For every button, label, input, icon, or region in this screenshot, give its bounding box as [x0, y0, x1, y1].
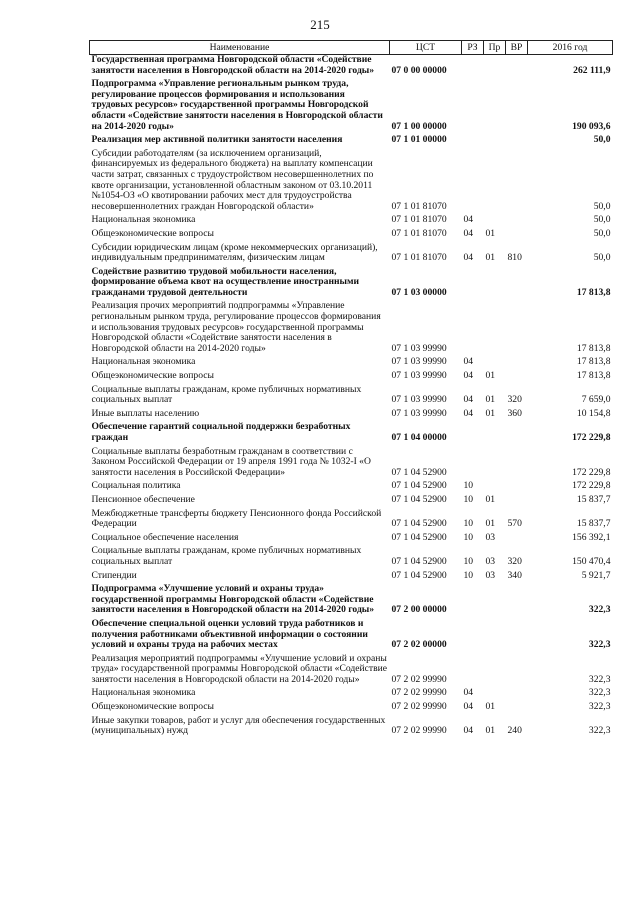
header-name: Наименование: [90, 41, 390, 55]
cell-sum: 17 813,8: [576, 342, 611, 354]
table-row: [90, 382, 613, 406]
cell-pr: 01: [485, 701, 496, 713]
cell-rz: [462, 298, 484, 354]
cell-pr: 03: [485, 531, 496, 543]
cell-pr: 01: [485, 252, 496, 264]
cell-name: Общеэкономические вопросы: [91, 370, 214, 382]
cell-vr: [506, 132, 528, 146]
cell-cst: 07 1 04 52900: [391, 569, 447, 581]
cell-cst: 07 1 04 52900: [391, 493, 447, 505]
cell-sum: 172 229,8: [572, 432, 611, 443]
cell-name: Общеэкономические вопросы: [91, 701, 214, 713]
cell-name: Подпрограмма «Улучшение условий и охраны труда» государственной программы Новгородской области «Содействие занятости населения в Новгородской области на 2014-2020 годы»: [91, 583, 375, 616]
cell-pr: [484, 55, 506, 77]
table-row: [90, 478, 613, 492]
cell-cst: 07 1 04 52900: [391, 518, 447, 530]
cell-sum: 17 813,8: [576, 370, 611, 382]
cell-cst: 07 1 04 52900: [391, 466, 447, 478]
table-row: [90, 55, 613, 77]
cell-vr: [506, 146, 528, 213]
header-rz: РЗ: [462, 41, 484, 55]
cell-cst: 07 1 03 99990: [391, 407, 447, 419]
cell-rz: [462, 264, 484, 299]
cell-cst: 07 1 04 52900: [391, 480, 447, 492]
cell-pr: [484, 354, 506, 368]
cell-cst: 07 2 02 99990: [391, 687, 447, 699]
cell-rz: 04: [463, 252, 474, 264]
cell-name: Подпрограмма «Управление региональным рынком труда, регулирование процессов формирования и использования трудовых ресурсов» государственной программы Новгородской области «Содействие занятости населения в Новгородской области на 2014-2020 годы»: [91, 78, 383, 132]
cell-vr: [506, 298, 528, 354]
cell-cst: 07 0 00 00000: [391, 64, 447, 76]
table-row: [90, 581, 613, 616]
cell-cst: 07 2 02 99990: [391, 673, 447, 685]
cell-pr: [484, 685, 506, 699]
cell-pr: 01: [485, 725, 496, 737]
cell-vr: [506, 76, 528, 132]
cell-vr: 360: [507, 407, 522, 419]
table-header-row: [90, 41, 613, 55]
cell-cst: 07 1 03 99990: [391, 342, 447, 354]
cell-rz: [462, 616, 484, 651]
cell-rz: 10: [463, 480, 474, 492]
cell-pr: 03: [485, 555, 496, 567]
cell-pr: 01: [485, 227, 496, 239]
cell-rz: 04: [463, 407, 474, 419]
cell-cst: 07 1 01 81070: [391, 252, 447, 264]
cell-vr: [506, 530, 528, 544]
cell-rz: 04: [463, 356, 474, 368]
cell-name: Социальная политика: [91, 480, 181, 492]
cell-pr: [484, 651, 506, 686]
cell-rz: 04: [463, 701, 474, 713]
cell-sum: 50,0: [593, 200, 611, 212]
table-row: [90, 616, 613, 651]
table-row: [90, 699, 613, 713]
cell-sum: 322,3: [588, 687, 611, 699]
cell-cst: 07 1 01 81070: [391, 200, 447, 212]
cell-name: Реализация мероприятий подпрограммы «Улучшение условий и охраны труда» государственной программы Новгородской области «Содействие занятости населения в Новгородской области на 2014-2020 годы»: [91, 652, 388, 685]
cell-name: Пенсионное обеспечение: [91, 493, 195, 505]
table-row: [90, 132, 613, 146]
cell-pr: [484, 419, 506, 443]
cell-sum: 322,3: [588, 701, 611, 713]
cell-sum: 50,0: [593, 227, 611, 239]
cell-name: Обеспечение специальной оценки условий труда работников и получения работниками объективной информации о состоянии условий и охраны труда на рабочих местах: [91, 617, 368, 651]
cell-vr: 340: [507, 569, 522, 581]
cell-sum: 322,3: [588, 725, 611, 737]
table-row: [90, 226, 613, 240]
cell-rz: [462, 55, 484, 77]
cell-pr: [484, 212, 506, 226]
cell-rz: 04: [463, 687, 474, 699]
table-row: [90, 713, 613, 737]
cell-sum: 190 093,6: [572, 120, 611, 132]
cell-cst: 07 1 01 00000: [391, 134, 447, 146]
cell-pr: 01: [485, 394, 496, 406]
cell-name: Общеэкономические вопросы: [91, 227, 214, 239]
cell-rz: 10: [463, 493, 474, 505]
cell-name: Субсидии работодателям (за исключением организаций, финансируемых из федерального бюджета) на выплату компенсации части затрат, связанных с трудоустройством несовершеннолетних по квоте организации, установленной областным законом от 03.10.2011 №1054-ОЗ «О квотировании рабочих мест для трудоустройства несовершеннолетних граждан Новгородской области»: [91, 147, 374, 212]
cell-sum: 322,3: [588, 639, 611, 651]
cell-vr: 240: [507, 725, 522, 737]
cell-sum: 172 229,8: [572, 480, 611, 492]
header-vr: ВР: [506, 41, 528, 55]
cell-vr: [506, 478, 528, 492]
cell-rz: [462, 76, 484, 132]
cell-sum: 50,0: [593, 214, 611, 226]
cell-vr: [506, 651, 528, 686]
cell-sum: 7 659,0: [581, 394, 611, 406]
cell-name: Содействие развитию трудовой мобильности населения, формирование объема квот на осуществление иностранными гражданами трудовой деятельности: [91, 265, 360, 298]
cell-rz: 10: [463, 569, 474, 581]
cell-rz: 04: [463, 227, 474, 239]
cell-sum: 156 392,1: [572, 531, 611, 543]
cell-cst: 07 1 03 99990: [391, 356, 447, 368]
cell-sum: 5 921,7: [581, 569, 611, 581]
table-row: [90, 76, 613, 132]
cell-name: Иные закупки товаров, работ и услуг для обеспечения государственных (муниципальных) нужд: [91, 714, 386, 737]
table-row: [90, 406, 613, 420]
cell-name: Национальная экономика: [91, 687, 196, 699]
cell-pr: [484, 581, 506, 616]
cell-pr: [484, 146, 506, 213]
cell-vr: 570: [507, 518, 522, 530]
cell-vr: [506, 55, 528, 77]
cell-name: Стипендии: [91, 569, 137, 581]
cell-pr: [484, 298, 506, 354]
table-row: [90, 492, 613, 506]
cell-rz: 10: [463, 518, 474, 530]
cell-sum: 172 229,8: [572, 466, 611, 478]
cell-name: Обеспечение гарантий социальной поддержки безработных граждан: [91, 421, 351, 443]
cell-rz: [462, 444, 484, 479]
cell-vr: [506, 581, 528, 616]
cell-vr: 320: [507, 394, 522, 406]
table-row: [90, 506, 613, 530]
cell-rz: 10: [463, 555, 474, 567]
cell-rz: [462, 651, 484, 686]
table-row: [90, 264, 613, 299]
cell-name: Реализация прочих мероприятий подпрограммы «Управление региональным рынком труда, регулирование процессов формирования и использования трудовых ресурсов» государственной программы Новгородской области «Содействие занятости населения в Новгородской области на 2014-2020 годы»: [91, 300, 381, 354]
cell-sum: 17 813,8: [576, 286, 611, 298]
table-row: [90, 444, 613, 479]
cell-vr: [506, 212, 528, 226]
cell-cst: 07 1 04 52900: [391, 555, 447, 567]
cell-pr: 01: [485, 518, 496, 530]
table-row: [90, 651, 613, 686]
cell-pr: [484, 132, 506, 146]
cell-cst: 07 2 02 99990: [391, 725, 447, 737]
cell-vr: [506, 685, 528, 699]
cell-vr: [506, 226, 528, 240]
cell-name: Иные выплаты населению: [91, 407, 200, 419]
header-year: 2016 год: [528, 41, 613, 55]
cell-vr: 810: [507, 252, 522, 264]
cell-sum: 17 813,8: [576, 356, 611, 368]
cell-cst: 07 1 04 00000: [391, 432, 447, 443]
cell-name: Межбюджетные трансферты бюджету Пенсионного фонда Российской Федерации: [91, 507, 382, 530]
header-cst: ЦСТ: [390, 41, 462, 55]
table-row: [90, 298, 613, 354]
cell-pr: 01: [485, 407, 496, 419]
cell-sum: 10 154,8: [576, 407, 611, 419]
cell-vr: [506, 616, 528, 651]
cell-cst: 07 1 04 52900: [391, 531, 447, 543]
cell-sum: 50,0: [593, 134, 611, 146]
cell-rz: [462, 419, 484, 443]
cell-sum: 15 837,7: [576, 518, 611, 530]
cell-cst: 07 2 02 99990: [391, 701, 447, 713]
cell-vr: [506, 264, 528, 299]
table-row: [90, 530, 613, 544]
cell-rz: [462, 146, 484, 213]
cell-sum: 150 470,4: [572, 555, 611, 567]
cell-name: Социальные выплаты гражданам, кроме публичных нормативных социальных выплат: [91, 383, 362, 406]
cell-pr: 01: [485, 370, 496, 382]
cell-pr: 01: [485, 493, 496, 505]
cell-rz: 10: [463, 531, 474, 543]
cell-vr: 320: [507, 555, 522, 567]
cell-pr: 03: [485, 569, 496, 581]
cell-pr: [484, 76, 506, 132]
cell-name: Государственная программа Новгородской области «Содействие занятости населения в Новгородской области на 2014-2020 годы»: [91, 54, 375, 76]
cell-cst: 07 2 00 00000: [391, 604, 447, 616]
header-pr: Пр: [484, 41, 506, 55]
cell-cst: 07 2 02 00000: [391, 639, 447, 651]
cell-rz: 04: [463, 214, 474, 226]
cell-name: Социальное обеспечение населения: [91, 531, 239, 543]
table-row: [90, 146, 613, 213]
page-number: 215: [310, 17, 330, 32]
cell-pr: [484, 264, 506, 299]
table-row: [90, 240, 613, 264]
table-row: [90, 419, 613, 443]
table-row: [90, 354, 613, 368]
cell-vr: [506, 419, 528, 443]
cell-cst: 07 1 01 81070: [391, 227, 447, 239]
cell-name: Национальная экономика: [91, 356, 196, 368]
cell-pr: [484, 444, 506, 479]
cell-name: Субсидии юридическим лицам (кроме некоммерческих организаций), индивидуальным предпринимателям, физическим лицам: [91, 241, 378, 264]
cell-rz: [462, 132, 484, 146]
cell-rz: 04: [463, 394, 474, 406]
cell-sum: 50,0: [593, 252, 611, 264]
cell-pr: [484, 478, 506, 492]
cell-vr: [506, 354, 528, 368]
table-row: [90, 368, 613, 382]
cell-cst: 07 1 03 99990: [391, 370, 447, 382]
cell-rz: 04: [463, 370, 474, 382]
cell-vr: [506, 444, 528, 479]
cell-vr: [506, 492, 528, 506]
table-row: [90, 212, 613, 226]
cell-cst: 07 1 03 00000: [391, 286, 447, 298]
cell-name: Социальные выплаты безработным гражданам в соответствии с Законом Российской Федерации от 19 апреля 1991 года № 1032-I «О занятости населения в Российской Федерации»: [91, 445, 371, 478]
cell-vr: [506, 699, 528, 713]
cell-name: Социальные выплаты гражданам, кроме публичных нормативных социальных выплат: [91, 545, 362, 567]
table-row: [90, 685, 613, 699]
cell-cst: 07 1 00 00000: [391, 120, 447, 132]
cell-pr: [484, 616, 506, 651]
cell-vr: [506, 368, 528, 382]
budget-table: [89, 40, 613, 737]
cell-name: Национальная экономика: [91, 214, 196, 226]
cell-name: Реализация мер активной политики занятости населения: [91, 134, 343, 146]
cell-sum: 262 111,9: [573, 64, 611, 76]
table-row: [90, 543, 613, 567]
cell-rz: [462, 581, 484, 616]
cell-cst: 07 1 01 81070: [391, 214, 447, 226]
cell-rz: 04: [463, 725, 474, 737]
table-row: [90, 568, 613, 582]
cell-sum: 322,3: [588, 673, 611, 685]
cell-cst: 07 1 03 99990: [391, 394, 447, 406]
cell-sum: 322,3: [588, 604, 611, 616]
cell-sum: 15 837,7: [576, 493, 611, 505]
